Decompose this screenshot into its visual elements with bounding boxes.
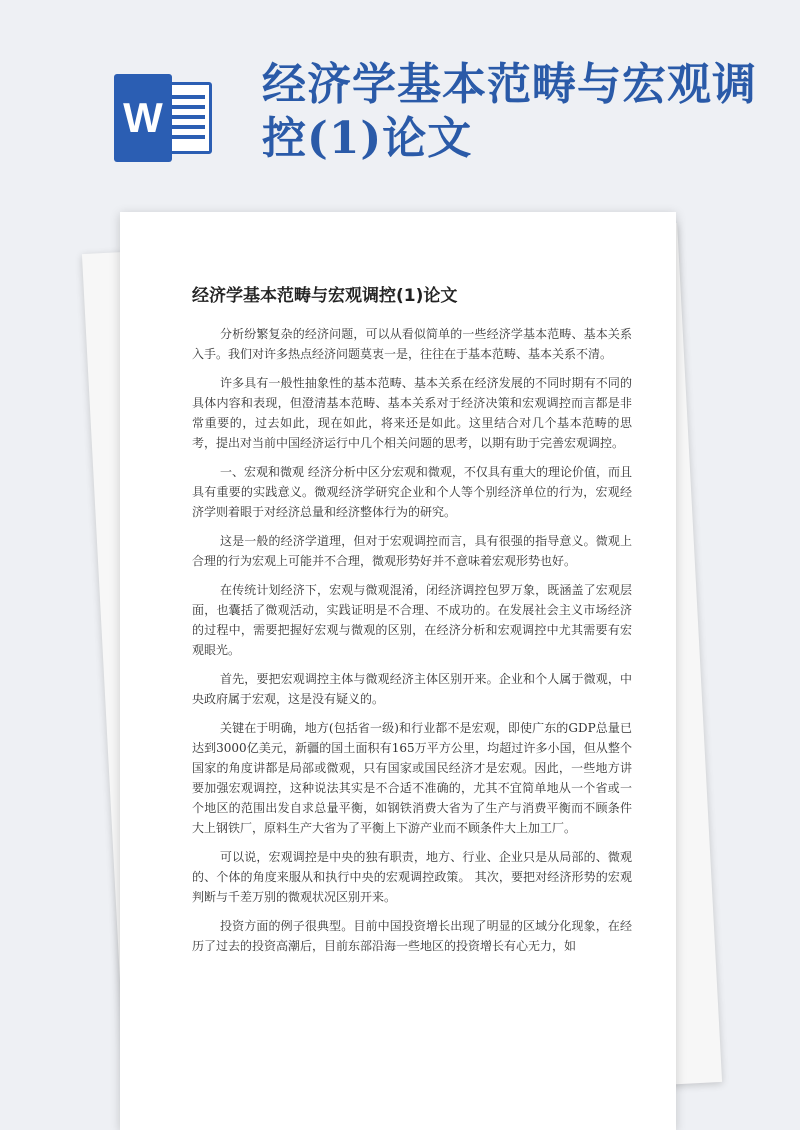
word-letter: W — [114, 74, 172, 162]
word-document-icon — [114, 74, 214, 162]
paragraph: 在传统计划经济下，宏观与微观混淆，闭经济调控包罗万象，既涵盖了宏观层面，也囊括了微观活动，实践证明是不合理、不成功的。在发展社会主义市场经济的过程中，需要把握好宏观与微观的区别，在经济分析和宏观调控中尤其需要有宏观眼光。 — [192, 583, 632, 657]
header-title: 经济学基本范畴与宏观调控(1)论文 — [262, 59, 757, 164]
document-body — [192, 324, 632, 965]
paragraph: 投资方面的例子很典型。目前中国投资增长出现了明显的区域分化现象，在经历了过去的投资高潮后，目前东部沿海一些地区的投资增长有心无力，如 — [192, 919, 632, 953]
paragraph: 许多具有一般性抽象性的基本范畴、基本关系在经济发展的不同时期有不同的具体内容和表现，但澄清基本范畴、基本关系对于经济决策和宏观调控而言都是非常重要的，过去如此，现在如此，将来还是如此。这里结合对几个基本范畴的思考，提出对当前中国经济运行中几个相关问题的思考，以期有助于完善宏观调控。 — [192, 376, 632, 450]
paragraph: 首先，要把宏观调控主体与微观经济主体区别开来。企业和个人属于微观，中央政府属于宏观，这是没有疑义的。 — [192, 672, 632, 706]
paragraph: 关键在于明确，地方(包括省一级)和行业都不是宏观，即使广东的GDP总量已达到3000亿美元，新疆的国土面积有165万平方公里，均超过许多小国，但从整个国家的角度讲都是局部或微观，只有国家或国民经济才是宏观。因此，一些地方讲要加强宏观调控，这种说法其实是不合适不准确的，尤其不宜简单地从一个省或一个地区的范围出发自求总量平衡，如钢铁消费大省为了生产与消费平衡而不顾条件大上钢铁厂，原料生产大省为了平衡上下游产业而不顾条件大上加工厂。 — [192, 721, 632, 835]
paragraph: 分析纷繁复杂的经济问题，可以从看似简单的一些经济学基本范畴、基本关系入手。我们对许多热点经济问题莫衷一是，往往在于基本范畴、基本关系不清。 — [192, 327, 632, 361]
paragraph: 可以说，宏观调控是中央的独有职责，地方、行业、企业只是从局部的、微观的、个体的角度来服从和执行中央的宏观调控政策。 其次，要把对经济形势的宏观判断与千差万别的微观状况区别开来。 — [192, 850, 632, 904]
document-page — [120, 212, 676, 1130]
page-header — [0, 0, 800, 200]
document-title: 经济学基本范畴与宏观调控(1)论文 — [192, 286, 458, 306]
paragraph: 这是一般的经济学道理，但对于宏观调控而言，具有很强的指导意义。微观上合理的行为宏观上可能并不合理，微观形势好并不意味着宏观形势也好。 — [192, 534, 632, 568]
paragraph: 一、宏观和微观 经济分析中区分宏观和微观，不仅具有重大的理论价值，而且具有重要的实践意义。微观经济学研究企业和个人等个别经济单位的行为，宏观经济学则着眼于对经济总量和经济整体行为的研究。 — [192, 465, 632, 519]
